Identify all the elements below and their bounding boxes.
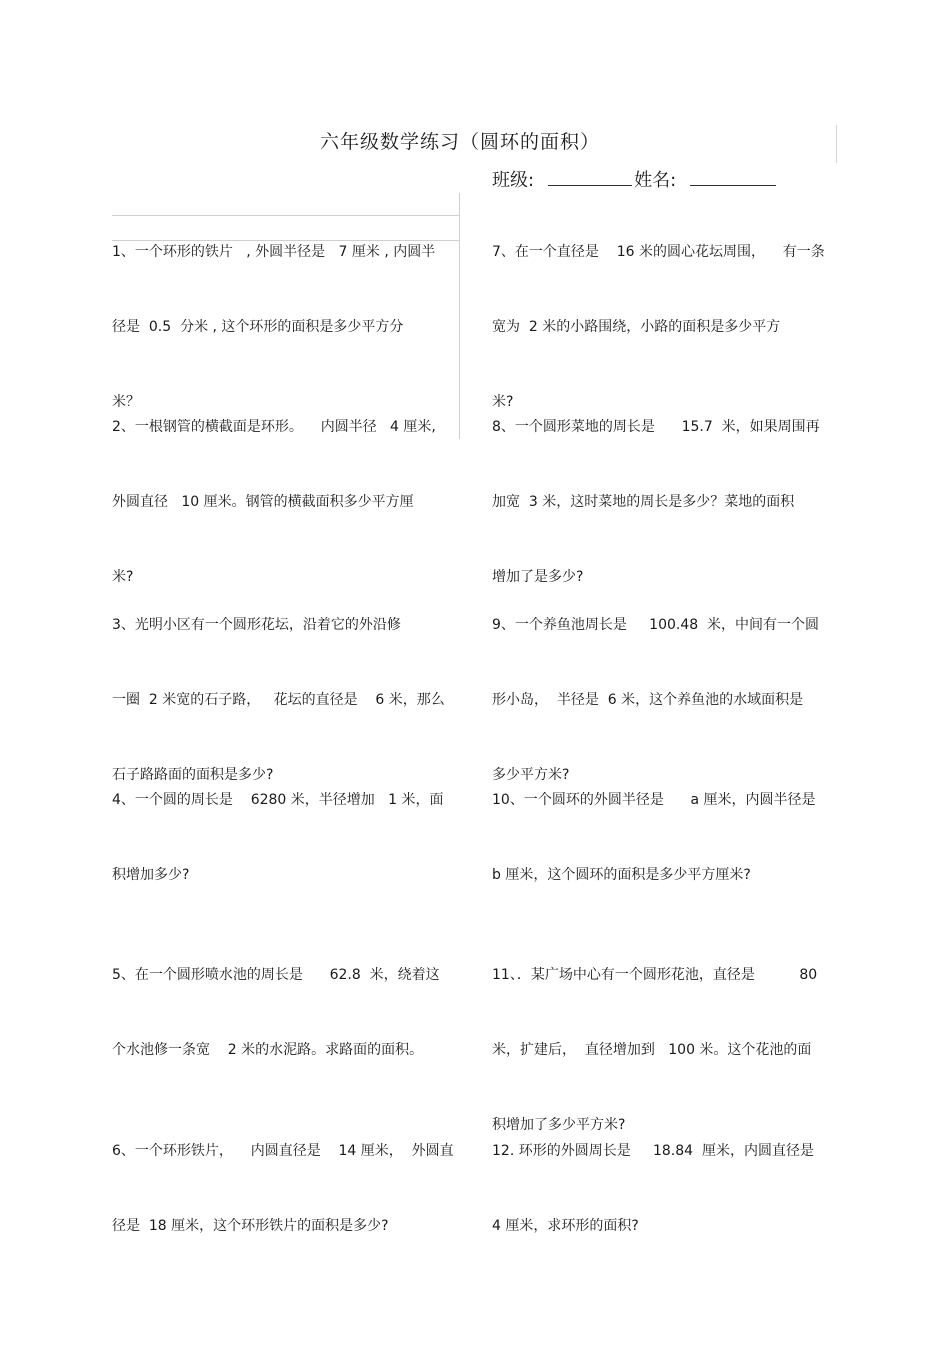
question-line: 7、在一个直径是 16 米的圆心花坛周围， 有一条 (492, 244, 825, 260)
question-12 (492, 1089, 814, 1264)
name-blank[interactable] (690, 165, 776, 186)
question-line: 2、一根钢管的横截面是环形。 内圆半径 4 厘米, (112, 419, 436, 435)
question-line: 径是 0.5 分米 , 这个环形的面积是多少平方分 (112, 319, 404, 335)
question-line: 米? (492, 394, 514, 410)
column-divider (459, 193, 460, 439)
question-line: 6、一个环形铁片， 内圆直径是 14 厘米， 外圆直 (112, 1143, 454, 1159)
question-4 (112, 738, 444, 913)
question-line: 径是 18 厘米，这个环形铁片的面积是多少? (112, 1218, 389, 1234)
question-line: 米? (112, 569, 134, 585)
question-line: 1、一个环形的铁片 , 外圆半径是 7 厘米 , 内圆半 (112, 244, 436, 260)
question-line: 9、一个养鱼池周长是 100.48 米，中间有一个圆 (492, 617, 820, 633)
question-line: 4、一个圆的周长是 6280 米，半径增加 1 米，面 (112, 792, 444, 808)
question-line: 宽为 2 米的小路围绕，小路的面积是多少平方 (492, 319, 781, 335)
class-label: 班级: (492, 170, 535, 191)
question-6 (112, 1089, 454, 1264)
question-line: 米？ (112, 394, 140, 410)
question-10 (492, 738, 816, 913)
question-line: 米，扩建后， 直径增加到 100 米。这个花池的面 (492, 1042, 812, 1058)
student-info (492, 165, 778, 192)
question-line: 积增加多少? (112, 867, 190, 883)
question-line: 加宽 3 米，这时菜地的周长是多少？菜地的面积 (492, 494, 795, 510)
margin-rule (836, 125, 837, 163)
question-5 (112, 913, 440, 1088)
question-line: 外圆直径 10 厘米。钢管的横截面积多少平方厘 (112, 494, 414, 510)
question-line: 8、一个圆形菜地的周长是 15.7 米，如果周围再 (492, 419, 820, 435)
question-line: 形小岛， 半径是 6 米，这个养鱼池的水域面积是 (492, 692, 804, 708)
question-line: 积增加了多少平方米? (492, 1117, 626, 1133)
question-line: 4 厘米，求环形的面积? (492, 1218, 639, 1234)
question-line: b 厘米，这个圆环的面积是多少平方厘米? (492, 867, 751, 883)
question-line: 5、在一个圆形喷水池的周长是 62.8 米，绕着这 (112, 967, 440, 983)
question-line: 一圈 2 米宽的石子路， 花坛的直径是 6 米，那么 (112, 692, 445, 708)
question-line: 多少平方米? (492, 767, 570, 783)
name-label: 姓名: (634, 170, 677, 191)
question-line: 增加了是多少? (492, 569, 584, 585)
question-line: 个水池修一条宽 2 米的水泥路。求路面的面积。 (112, 1042, 424, 1058)
question-line: 3、光明小区有一个圆形花坛，沿着它的外沿修 (112, 617, 401, 633)
class-blank[interactable] (548, 165, 632, 186)
page-title: 六年级数学练习（圆环的面积） (319, 131, 600, 153)
question-line: 12. 环形的外圆周长是 18.84 厘米，内圆直径是 (492, 1143, 814, 1159)
question-line: 11、．某广场中心有一个圆形花池，直径是 80 (492, 967, 818, 983)
question-line: 石子路路面的面积是多少? (112, 767, 274, 783)
question-line: 10、一个圆环的外圆半径是 a 厘米，内圆半径是 (492, 792, 816, 808)
